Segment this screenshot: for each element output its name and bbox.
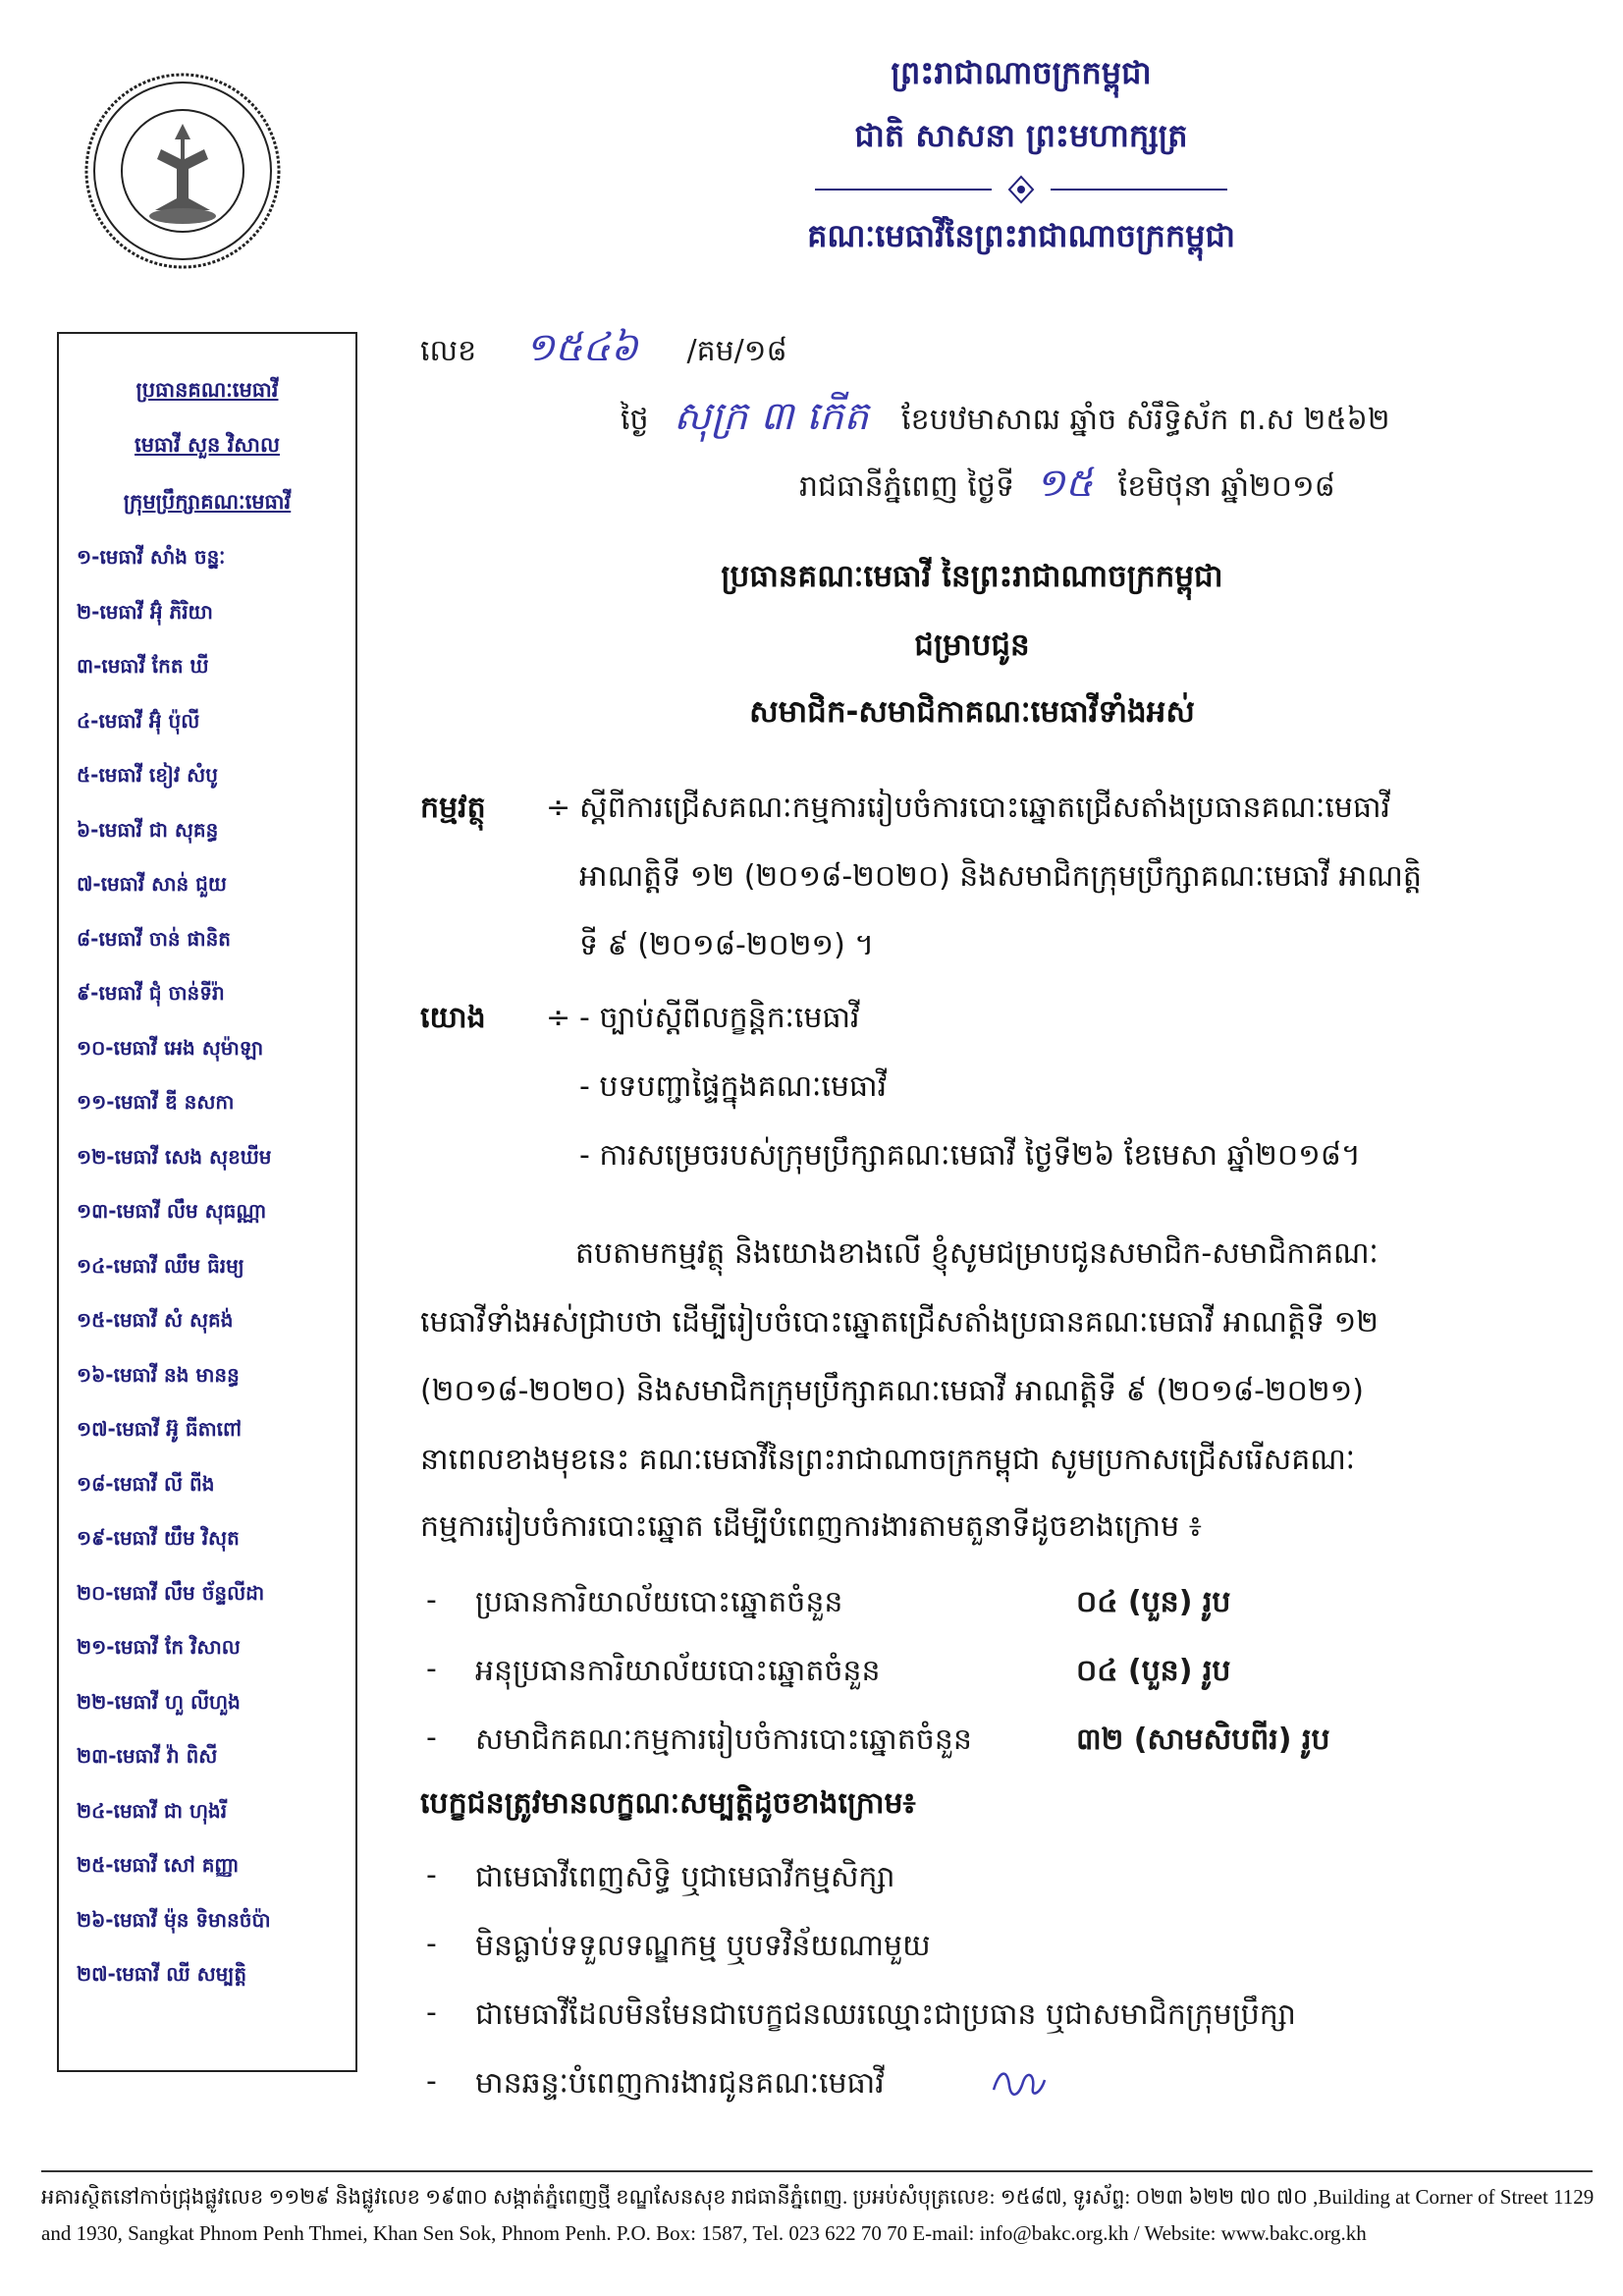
lunar-rest: ខែបឋមាសាឍ ឆ្នាំច សំរឹទ្ធិស័ក ព.ស ២៥៦២ <box>901 403 1390 437</box>
council-member: ៩-មេធាវី ជុំ ចាន់ទីរ៉ា <box>77 981 225 1005</box>
council-member: ១៤-មេធាវី ឈឹម ធិរម្យ <box>77 1253 244 1278</box>
council-member: ១២-មេធាវី សេង សុខឃីម <box>77 1144 272 1169</box>
number-value: ១៥៤៦ <box>524 325 638 370</box>
criteria-item: ជាមេធាវីពេញសិទ្ធិ ឬជាមេធាវីកម្មសិក្សា <box>475 1860 895 1894</box>
council-member: ២១-មេធាវី កែ វិសាល <box>77 1635 241 1659</box>
number-label: លេខ <box>420 334 477 368</box>
position-label: សមាជិកគណៈកម្មការរៀបចំការបោះឆ្នោតចំនួន <box>475 1722 972 1757</box>
footer-address-line-2: and 1930, Sangkat Phnom Penh Thmei, Khan Sen Sok, Phnom Penh. P.O. Box: 1587, Tel. 023 622 70 70 E-mail: info@bakc.org.kh / Website: www.bakc.org.kh <box>41 2221 1367 2245</box>
position-label: អនុប្រធានការិយាល័យបោះឆ្នោតចំនួន <box>475 1654 881 1688</box>
criteria-dash: - <box>426 1927 437 1961</box>
council-member: ២៥-មេធាវី សៅ គញ្ញា <box>77 1853 240 1877</box>
national-motto: ជាតិ សាសនា ព្រះមហាក្សត្រ <box>854 117 1188 154</box>
position-count: ០៤ (បួន) រូប <box>1076 1585 1231 1619</box>
reference-item: - ច្បាប់ស្តីពីលក្ខន្តិកៈមេធាវី <box>579 1001 860 1035</box>
number-suffix: /គម/១៨ <box>686 334 787 368</box>
paragraph-line: នាពេលខាងមុខនេះ គណៈមេធាវីនៃព្រះរាជាណាចក្រកម្ពុជា សូមប្រកាសជ្រើសរើសគណៈ <box>420 1443 1356 1477</box>
sender-title: ប្រធានគណៈមេធាវី នៃព្រះរាជាណាចក្រកម្ពុជា <box>721 559 1223 594</box>
document-number <box>420 322 787 380</box>
subject-separator: ÷ <box>546 791 571 825</box>
council-member: ៣-មេធាវី កែត ឃី <box>77 654 209 678</box>
lunar-day: សុក្រ ៣ កើត <box>674 394 869 439</box>
organization-name: គណៈមេធាវីនៃព្រះរាជាណាចក្រកម្ពុជា <box>807 217 1235 254</box>
council-member: ២២-មេធាវី ហួ លីហួង <box>77 1689 241 1714</box>
sidebar-president-name: មេធាវី សួន វិសាល <box>135 433 280 457</box>
council-member: ២៣-មេធាវី វ៉ា ពិសី <box>77 1744 218 1768</box>
subject-line-1: ស្តីពីការជ្រើសគណៈកម្មការរៀបចំការបោះឆ្នោតជ្រើសតាំងប្រធានគណៈមេធាវី <box>579 791 1391 825</box>
council-member: ២៤-មេធាវី ជា ហុងរី <box>77 1798 228 1823</box>
reference-item: - ការសម្រេចរបស់ក្រុមប្រឹក្សាគណៈមេធាវី ថ្ងៃទី២៦ ខែមេសា ឆ្នាំ២០១៨។ <box>579 1138 1361 1173</box>
council-member: ២៦-មេធាវី ម៉ុន ទិមានចំប៉ា <box>77 1907 271 1932</box>
position-dash: - <box>426 1721 437 1755</box>
council-sidebar <box>57 332 357 2072</box>
council-member: ១១-មេធាវី ឌី នសកា <box>77 1090 235 1114</box>
criteria-item: មិនធ្លាប់ទទួលទណ្ឌកម្ម ឬបទវិន័យណាមួយ <box>475 1929 931 1963</box>
position-dash: - <box>426 1583 437 1617</box>
sidebar-council-title: ក្រុមប្រឹក្សាគណៈមេធាវី <box>123 490 292 514</box>
position-dash: - <box>426 1652 437 1686</box>
council-member: ១-មេធាវី សាំង ចន្ធ្នៈ <box>77 545 226 569</box>
criteria-item: មានឆន្ទៈបំពេញការងារជូនគណៈមេធាវី <box>475 2066 885 2101</box>
lunar-label: ថ្ងៃ <box>621 403 649 437</box>
solar-rest: ខែមិថុនា ឆ្នាំ២០១៨ <box>1117 469 1335 504</box>
council-member: ៤-មេធាវី អ៊ុំ ប៉ុលី <box>77 708 200 733</box>
council-member: ១៥-មេធាវី សំ សុគង់ <box>77 1308 234 1332</box>
criteria-title: បេក្ខជនត្រូវមានលក្ខណៈសម្បត្តិដូចខាងក្រោម៖ <box>420 1786 916 1821</box>
solar-date <box>799 458 1335 516</box>
reference-separator: ÷ <box>546 1001 571 1035</box>
council-member: ២៧-មេធាវី ឈី សម្បត្តិ <box>77 1962 247 1986</box>
council-member: ១៦-មេធាវី នង មានន្ធ <box>77 1362 240 1387</box>
ornament-divider <box>805 175 1237 204</box>
paragraph-line: កម្មការរៀបចំការបោះឆ្នោត ដើម្បីបំពេញការងារតាមតួនាទីដូចខាងក្រោម ៖ <box>420 1509 1202 1544</box>
council-member: ៦-មេធាវី ជា សុគន្ធ <box>77 817 219 842</box>
paragraph-line: (២០១៨-២០២០) និងសមាជិកក្រុមប្រឹក្សាគណៈមេធាវី អាណត្តិទី ៩ (២០១៨-២០២១) <box>420 1374 1364 1408</box>
criteria-dash: - <box>426 2064 437 2099</box>
criteria-item: ជាមេធាវីដែលមិនមែនជាបេក្ខជនឈរឈ្មោះជាប្រធាន ឬជាសមាជិកក្រុមប្រឹក្សា <box>475 1997 1296 2032</box>
council-member: ១៨-មេធាវី លី ពីង <box>77 1471 215 1496</box>
council-member: ១០-មេធាវី អេង សុម៉ាឡា <box>77 1035 264 1060</box>
sidebar-president-title: ប្រធានគណៈមេធាវី <box>135 378 279 402</box>
subject-label: កម្មវត្ថុ <box>420 791 486 825</box>
paragraph-line: មេធាវីទាំងអស់ជ្រាបថា ដើម្បីរៀបចំបោះឆ្នោតជ្រើសតាំងប្រធានគណៈមេធាវី អាណត្តិទី ១២ <box>420 1305 1379 1339</box>
position-label: ប្រធានការិយាល័យបោះឆ្នោតចំនួន <box>475 1585 843 1619</box>
position-count: ៣២ (សាមសិបពីរ) រូប <box>1076 1722 1330 1757</box>
ornament-icon <box>805 175 1237 204</box>
council-member: ២០-មេធាវី លឹម ច័ន្ទលីដា <box>77 1580 265 1605</box>
council-member: ១៧-មេធាវី អ៊ូ ធីតាពៅ <box>77 1417 243 1441</box>
council-member: ៥-មេធាវី ខៀវ សំបូ <box>77 763 218 787</box>
recipient: សមាជិក-សមាជិកាគណៈមេធាវីទាំងអស់ <box>749 694 1195 730</box>
initials-signature <box>990 2060 1049 2104</box>
greeting: ជម្រាបជូន <box>914 628 1030 663</box>
council-member: ៧-មេធាវី សាន់ ជួយ <box>77 872 227 896</box>
council-member: ១៩-មេធាវី យឹម វិសុត <box>77 1526 240 1550</box>
council-member: ២-មេធាវី អ៊ុំ ភិរិយា <box>77 599 213 624</box>
council-member: ៨-មេធាវី ចាន់ ផានិត <box>77 926 231 951</box>
subject-line-2: អាណត្តិទី ១២ (២០១៨-២០២០) និងសមាជិកក្រុមប្រឹក្សាគណៈមេធាវី អាណត្តិ <box>579 859 1422 894</box>
subject-line-3: ទី ៩ (២០១៨-២០២១) ។ <box>579 928 875 962</box>
footer-address-line-1: អគារស្ថិតនៅកាច់ជ្រុងផ្លូវលេខ ១១២៩ និងផ្លូវលេខ ១៩៣០ សង្កាត់ភ្នំពេញថ្មី ខណ្ឌសែនសុខ រាជធានីភ្នំពេញ. ប្រអប់សំបុត្រលេខ: ១៥៨៧, ទូរស័ព្ទ: ០២៣ ៦២២ ៧០ ៧០ ,Building at Corner of Street 1129 <box>41 2185 1595 2209</box>
reference-item: - បទបញ្ជាផ្ទៃក្នុងគណៈមេធាវី <box>579 1069 888 1104</box>
signature-icon <box>990 2060 1049 2104</box>
council-member: ១៣-មេធាវី លឹម សុធណ្ណា <box>77 1199 267 1223</box>
paragraph-line: តបតាមកម្មវត្ថុ និងយោងខាងលើ ខ្ញុំសូមជម្រាបជូនសមាជិក-សមាជិកាគណៈ <box>575 1236 1379 1271</box>
seal-icon <box>82 71 283 271</box>
reference-label: យោង <box>420 1001 486 1035</box>
kingdom-title: ព្រះរាជាណាចក្រកម្ពុជា <box>891 54 1152 91</box>
solar-prefix: រាជធានីភ្នំពេញ ថ្ងៃទី <box>799 469 1015 504</box>
bar-association-seal <box>82 71 283 271</box>
lunar-date <box>621 391 1390 449</box>
solar-day: ១៥ <box>1035 461 1094 506</box>
position-count: ០៤ (បួន) រូប <box>1076 1654 1231 1688</box>
criteria-dash: - <box>426 1995 437 2030</box>
criteria-dash: - <box>426 1858 437 1892</box>
footer-rule <box>41 2170 1593 2172</box>
